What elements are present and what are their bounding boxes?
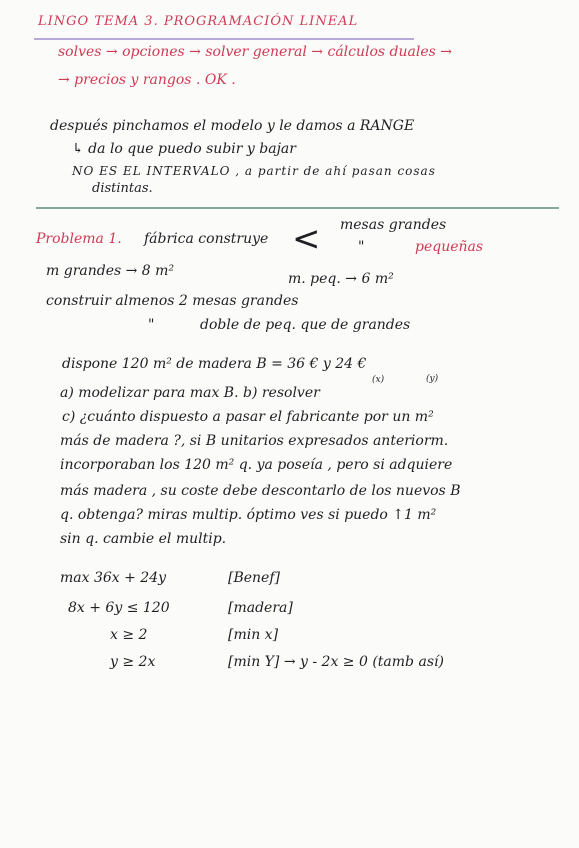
small-area: m. peq. → 6 m² bbox=[288, 271, 394, 287]
objective-function: max 36x + 24y bbox=[60, 570, 167, 586]
objective-label: [Benef] bbox=[228, 570, 280, 586]
ditto-mark-2: " bbox=[148, 317, 155, 333]
option-large: mesas grandes bbox=[340, 217, 447, 233]
constraint-wood: 8x + 6y ≤ 120 bbox=[68, 600, 170, 616]
constraint-min-x-label: [min x] bbox=[228, 627, 279, 643]
question-line-6: sin q. cambie el multip. bbox=[60, 531, 227, 547]
tasks-a-b: a) modelizar para max B. b) resolver bbox=[60, 385, 320, 401]
range-note: después pinchamos el modelo y le damos a RANGE bbox=[50, 118, 415, 134]
subscript-x: (x) bbox=[372, 375, 385, 385]
menu-path-line-1: solves → opciones → solver general → cálculos duales → bbox=[58, 44, 452, 60]
option-small: pequeñas bbox=[415, 239, 484, 255]
title-underline bbox=[34, 38, 414, 40]
brace-symbol: < bbox=[292, 219, 321, 259]
page-title: LINGO TEMA 3. PROGRAMACIÓN LINEAL bbox=[38, 14, 359, 29]
question-line-4: más madera , su coste debe descontarlo de los nuevos B bbox=[60, 483, 461, 499]
question-line-3: incorporaban los 120 m² q. ya poseía , pero si adquiere bbox=[60, 457, 453, 473]
constraint-min-x: x ≥ 2 bbox=[110, 627, 148, 643]
warning-line-1: NO ES EL INTERVALO , a partir de ahí pasan cosas bbox=[72, 164, 436, 178]
question-line-1: c) ¿cuánto dispuesto a pasar el fabricante por un m² bbox=[62, 409, 434, 425]
constraint-wood-label: [madera] bbox=[228, 600, 293, 616]
build-requirement: construir almenos 2 mesas grandes bbox=[46, 293, 299, 309]
problem-statement: fábrica construye bbox=[144, 231, 269, 247]
question-line-5: q. obtenga? miras multip. óptimo ves si puedo ↑1 m² bbox=[60, 507, 437, 523]
question-line-2: más de madera ?, si B unitarios expresados anteriorm. bbox=[60, 433, 449, 449]
range-explanation: ↳ da lo que puedo subir y bajar bbox=[72, 141, 296, 157]
large-area: m grandes → 8 m² bbox=[46, 263, 175, 279]
section-divider bbox=[36, 207, 559, 209]
double-requirement: doble de peq. que de grandes bbox=[200, 317, 411, 333]
menu-path-line-2: → precios y rangos . OK . bbox=[58, 72, 236, 88]
subscript-y: (y) bbox=[426, 374, 439, 384]
constraint-min-y-label: [min Y] → y - 2x ≥ 0 (tamb así) bbox=[228, 654, 444, 670]
ditto-mark: " bbox=[358, 239, 365, 255]
problem-title: Problema 1. bbox=[36, 231, 122, 247]
wood-and-benefit: dispone 120 m² de madera B = 36 € y 24 € bbox=[62, 356, 367, 372]
warning-line-2: distintas. bbox=[92, 181, 153, 196]
constraint-min-y: y ≥ 2x bbox=[110, 654, 156, 670]
